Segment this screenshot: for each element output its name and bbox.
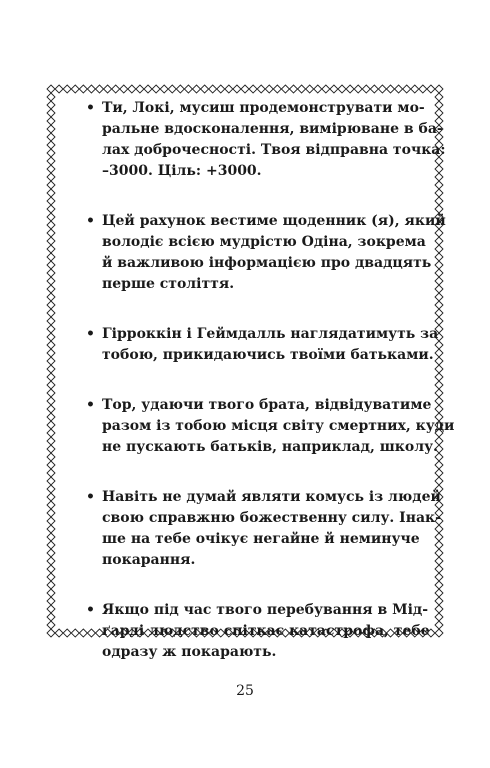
- list-item-line: Цей рахунок вестиме щоденник (я), який: [102, 213, 446, 229]
- list-item-line: покарання.: [102, 552, 196, 568]
- list-item-line: –3000. Ціль: +3000.: [102, 163, 262, 179]
- list-item-line: Навіть не думай являти комусь із людей: [102, 489, 441, 505]
- list-item-line: володіє всією мудрістю Одіна, зокрема: [102, 234, 426, 250]
- list-item: [86, 324, 439, 366]
- list-item: [86, 487, 441, 571]
- bullet-icon: •: [86, 100, 95, 116]
- bullet-icon: •: [86, 397, 95, 413]
- list-item-line: ральне вдосконалення, вимірюване в ба-: [102, 121, 443, 137]
- list-item: [86, 600, 430, 663]
- bullet-icon: •: [86, 489, 95, 505]
- list-item-line: одразу ж покарають.: [102, 644, 277, 660]
- list-item: [86, 395, 455, 458]
- list-item-line: тобою, прикидаючись твоїми батьками.: [102, 347, 434, 363]
- list-item: [86, 98, 446, 182]
- list-item-line: Якщо під час твого перебування в Мід-: [102, 602, 429, 618]
- list-item-line: не пускають батьків, наприклад, школу.: [102, 439, 438, 455]
- list-item-line: Тор, удаючи твого брата, відвідуватиме: [102, 397, 432, 413]
- list-item-line: свою справжню божественну силу. Інак-: [102, 510, 441, 526]
- bullet-icon: •: [86, 326, 95, 342]
- list-item-line: Гірроккін і Геймдалль наглядатимуть за: [102, 326, 439, 342]
- rules-list: [86, 98, 455, 692]
- list-item-line: ґарді людство спіткає катастрофа, тебе: [102, 623, 430, 639]
- list-item-line: разом із тобою місця світу смертних, куди: [102, 418, 455, 434]
- list-item-line: перше століття.: [102, 276, 235, 292]
- list-item-line: й важливою інформацією про двадцять: [102, 255, 432, 271]
- page-number: 25: [236, 683, 254, 699]
- list-item-line: ше на тебе очікує негайне й неминуче: [102, 531, 420, 547]
- list-item: [86, 211, 446, 295]
- bullet-icon: •: [86, 602, 95, 618]
- list-item-line: Ти, Локі, мусиш продемонструвати мо-: [102, 100, 425, 116]
- list-item-line: лах доброчесності. Твоя відправна точка:: [102, 142, 446, 158]
- bullet-icon: •: [86, 213, 95, 229]
